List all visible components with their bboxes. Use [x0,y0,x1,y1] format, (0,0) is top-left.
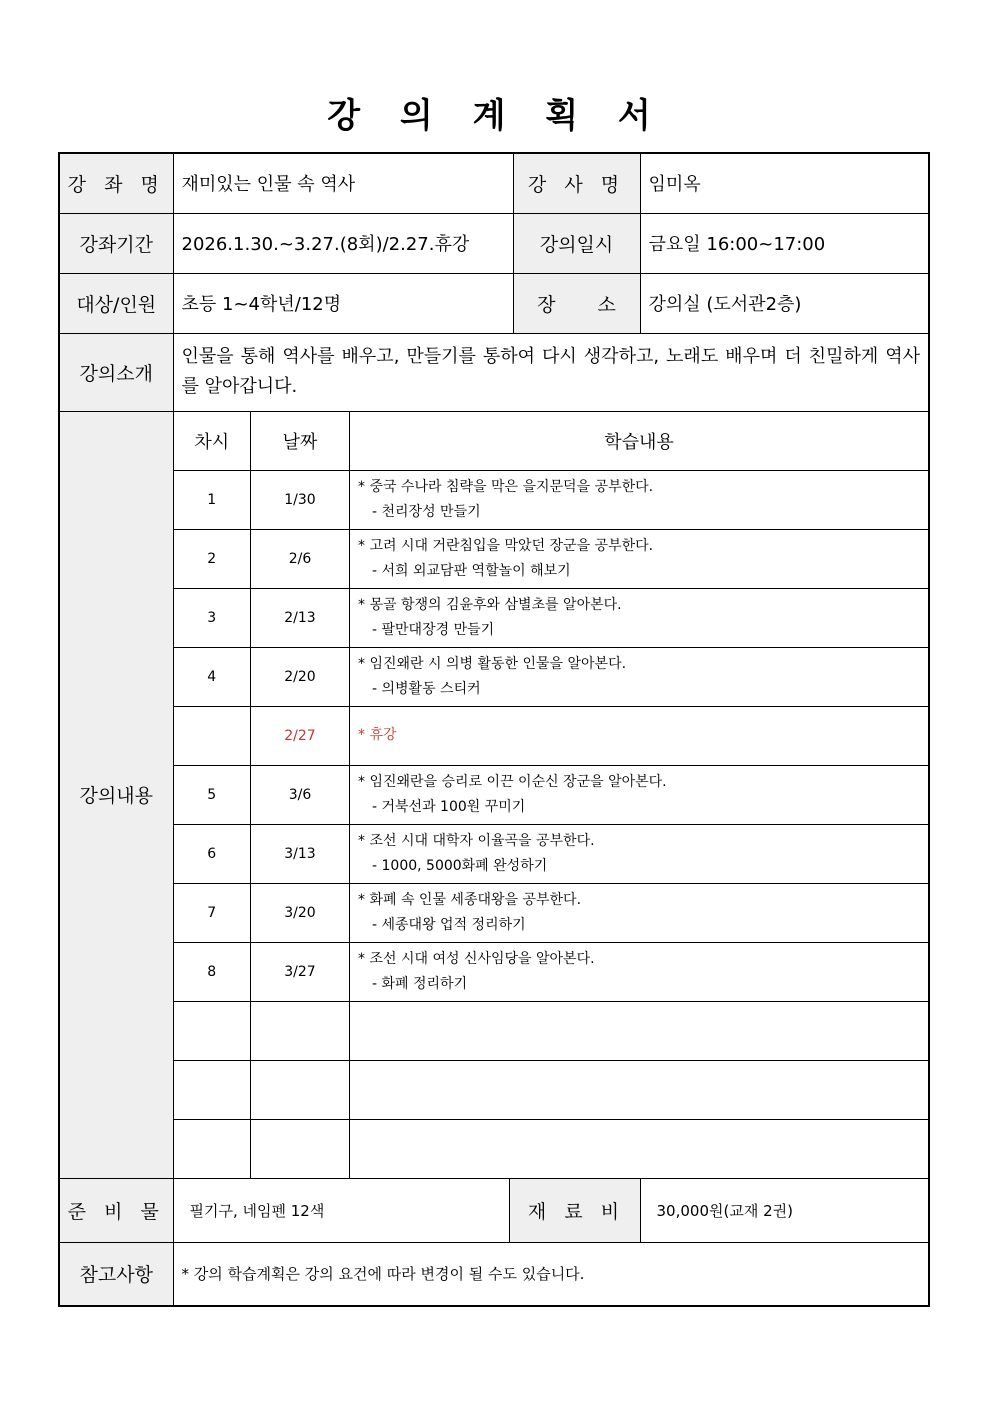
session-number: 8 [174,942,251,1001]
period-label: 강좌기간 [59,213,173,273]
materials-label: 준 비 물 [59,1178,173,1242]
session-content [350,647,929,706]
content-row [174,588,929,647]
content-row [174,470,929,529]
session-content [350,706,929,765]
session-date: 3/13 [251,824,350,883]
schedule-label: 강의일시 [513,213,640,273]
session-number [174,706,251,765]
schedule-value: 금요일 16:00~17:00 [640,213,929,273]
session-date: 2/20 [251,647,350,706]
session-date: 3/6 [251,765,350,824]
content-line-activity: - 거북선과 100원 꾸미기 [372,798,526,815]
course-name-value: 재미있는 인물 속 역사 [173,153,513,213]
session-date: 2/27 [251,706,350,765]
session-number: 1 [174,470,251,529]
target-label: 대상/인원 [59,273,173,333]
fee-value: 30,000원(교재 2권) [640,1178,929,1242]
session-content [350,470,929,529]
session-number: 2 [174,529,251,588]
empty-cell [174,1001,251,1060]
session-content [350,765,929,824]
session-number: 4 [174,647,251,706]
header-content: 학습내용 [350,412,929,471]
content-line-main: * 임진왜란을 승리로 이끈 이순신 장군을 알아본다. [358,773,667,790]
empty-cell [251,1060,350,1119]
content-row [174,529,929,588]
session-date: 3/20 [251,883,350,942]
instructor-label: 강 사 명 [513,153,640,213]
empty-cell [174,1060,251,1119]
lecture-plan-table [58,152,930,1307]
session-content [350,883,929,942]
content-line-main: * 조선 시대 대학자 이율곡을 공부한다. [358,832,595,849]
content-line-activity: - 1000, 5000화폐 완성하기 [372,857,548,874]
empty-cell [350,1060,929,1119]
empty-row [174,1001,929,1060]
session-content [350,824,929,883]
intro-label: 강의소개 [59,333,173,411]
empty-cell [251,1119,350,1178]
session-date: 2/6 [251,529,350,588]
intro-text: 인물을 통해 역사를 배우고, 만들기를 통하여 다시 생각하고, 노래도 배우며 더 친밀하게 역사를 알아갑니다. [173,333,929,411]
notes-label: 참고사항 [59,1242,173,1306]
content-line-main: * 휴강 [358,727,397,743]
course-name-label: 강 좌 명 [59,153,173,213]
content-line-activity: - 화폐 정리하기 [372,975,468,992]
content-label: 강의내용 [59,411,173,1178]
target-value: 초등 1~4학년/12명 [173,273,513,333]
content-line-main: * 조선 시대 여성 신사임당을 알아본다. [358,950,595,967]
empty-row [174,1119,929,1178]
period-value: 2026.1.30.~3.27.(8회)/2.27.휴강 [173,213,513,273]
materials-value: 필기구, 네임펜 12색 [173,1178,509,1242]
empty-cell [251,1001,350,1060]
empty-row [174,1060,929,1119]
content-row [174,824,929,883]
session-content [350,529,929,588]
content-line-main: * 몽골 항쟁의 김윤후와 삼별초를 알아본다. [358,596,622,613]
content-line-activity: - 의병활동 스티커 [372,680,481,697]
content-line-main: * 임진왜란 시 의병 활동한 인물을 알아본다. [358,655,627,672]
content-line-main: * 화폐 속 인물 세종대왕을 공부한다. [358,891,582,908]
content-row [174,765,929,824]
notes-value: * 강의 학습계획은 강의 요건에 따라 변경이 될 수도 있습니다. [173,1242,929,1306]
session-content [350,942,929,1001]
location-value: 강의실 (도서관2층) [640,273,929,333]
content-line-activity: - 천리장성 만들기 [372,503,481,520]
content-row [174,883,929,942]
content-line-activity: - 서희 외교담판 역할놀이 해보기 [372,562,571,579]
session-date: 2/13 [251,588,350,647]
instructor-value: 임미옥 [640,153,929,213]
session-number: 7 [174,883,251,942]
session-content [350,588,929,647]
empty-cell [174,1119,251,1178]
content-table [174,412,929,1178]
session-number: 6 [174,824,251,883]
content-row [174,942,929,1001]
content-line-main: * 고려 시대 거란침입을 막았던 장군을 공부한다. [358,537,654,554]
session-number: 3 [174,588,251,647]
fee-label: 재 료 비 [509,1178,640,1242]
session-number: 5 [174,765,251,824]
location-label: 장 소 [513,273,640,333]
content-line-activity: - 팔만대장경 만들기 [372,621,495,638]
content-row [174,706,929,765]
session-date: 1/30 [251,470,350,529]
content-header-row [174,412,929,471]
empty-cell [350,1119,929,1178]
document-title: 강 의 계 획 서 [327,96,665,136]
content-row [174,647,929,706]
header-date: 날짜 [251,412,350,471]
header-session: 차시 [174,412,251,471]
content-cell [173,411,929,1178]
content-line-main: * 중국 수나라 침략을 막은 을지문덕을 공부한다. [358,478,654,495]
empty-cell [350,1001,929,1060]
content-line-activity: - 세종대왕 업적 정리하기 [372,916,526,933]
session-date: 3/27 [251,942,350,1001]
